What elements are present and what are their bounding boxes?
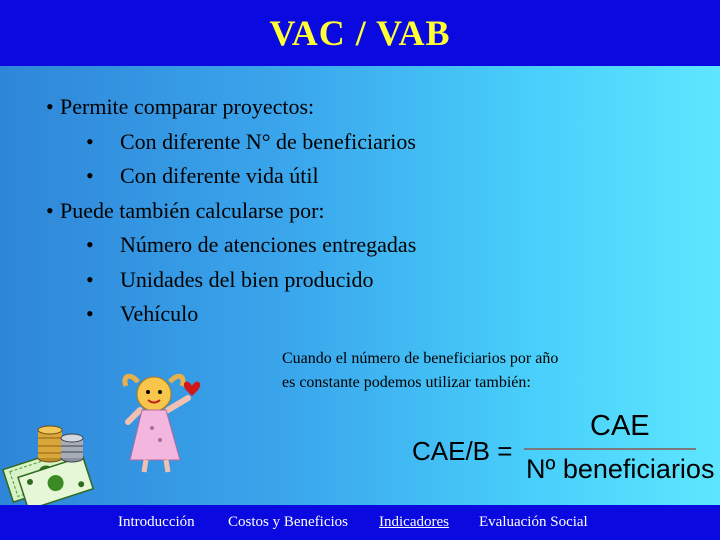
sub-bullet-text: Con diferente vida útil [120,163,319,188]
girl-clipart-icon [108,370,208,475]
bullet-marker: • [86,301,94,326]
formula-lhs: CAE/B = [412,436,513,466]
sub-bullet-item [46,297,416,332]
bullet-item [46,194,416,229]
title-bar [0,0,720,66]
sub-bullet-item [46,263,416,298]
bullet-text: Puede también calcularse por: [60,197,325,223]
fraction-line [524,448,696,450]
formula [412,408,715,496]
formula-denominator: Nº beneficiarios [526,454,715,484]
bullet-marker: • [46,94,54,119]
sub-bullet-item [46,228,416,263]
money-stack-icon [0,408,115,508]
sub-bullet-text: Vehículo [120,301,199,326]
bullet-list [46,90,416,332]
bullet-marker: • [86,266,94,292]
formula-numerator: CAE [590,410,650,442]
nav-link-indicadores[interactable]: Indicadores [379,514,449,530]
nav-link-evaluacion-social[interactable]: Evaluación Social [479,514,588,530]
bullet-marker: • [86,128,94,154]
nav-bar [0,505,720,540]
bullet-text: Permite comparar proyectos: [60,94,315,119]
sub-bullet-text: Unidades del bien producido [120,266,374,292]
bullet-item [46,90,416,125]
note-line: es constante podemos utilizar también: [282,374,531,391]
bullet-marker: • [46,197,54,223]
note-line: Cuando el número de beneficiarios por año [282,350,559,367]
sub-bullet-text: Con diferente N° de beneficiarios [120,128,416,154]
bullet-marker: • [86,163,94,188]
sub-bullet-text: Número de atenciones entregadas [120,232,417,257]
slide-title: VAC / VAB [269,13,451,53]
nav-link-costos-beneficios[interactable]: Costos y Beneficios [228,514,348,530]
bullet-marker: • [86,232,94,257]
sub-bullet-item [46,159,416,194]
note-text [282,347,558,395]
nav-link-introduccion[interactable]: Introducción [118,514,195,530]
sub-bullet-item [46,125,416,160]
